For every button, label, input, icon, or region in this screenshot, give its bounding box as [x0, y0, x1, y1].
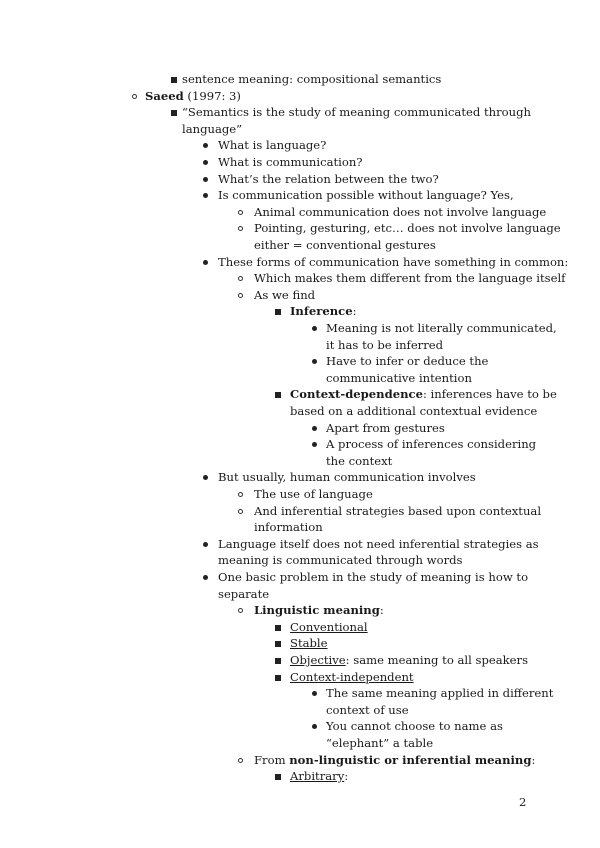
- dot-bullet-icon: [312, 724, 317, 729]
- square-bullet-icon: [275, 675, 281, 681]
- dot-bullet-icon: [203, 542, 208, 547]
- dot-bullet-icon: [203, 193, 208, 198]
- square-bullet-icon: [275, 392, 281, 398]
- dot-bullet-icon: [203, 177, 208, 182]
- dot-bullet-icon: [312, 426, 317, 431]
- ring-bullet-icon: [238, 492, 243, 497]
- dot-bullet-icon: [203, 260, 208, 265]
- ring-bullet-icon: [238, 210, 243, 215]
- square-bullet-icon: [275, 625, 281, 631]
- dot-bullet-icon: [203, 160, 208, 165]
- dot-bullet-icon: [203, 575, 208, 580]
- square-bullet-icon: [171, 77, 177, 83]
- square-bullet-icon: [171, 110, 177, 116]
- dot-bullet-icon: [203, 475, 208, 480]
- dot-bullet-icon: [312, 691, 317, 696]
- ring-bullet-icon: [238, 293, 243, 298]
- dot-bullet-icon: [312, 359, 317, 364]
- dot-bullet-icon: [203, 143, 208, 148]
- square-bullet-icon: [275, 774, 281, 780]
- ring-bullet-icon: [238, 509, 243, 514]
- ring-bullet-icon: [238, 226, 243, 231]
- page-number: 2: [519, 795, 527, 809]
- dot-bullet-icon: [312, 326, 317, 331]
- ring-bullet-icon: [238, 608, 243, 613]
- dot-bullet-icon: [312, 442, 317, 447]
- ring-bullet-icon: [238, 276, 243, 281]
- square-bullet-icon: [275, 309, 281, 315]
- square-bullet-icon: [275, 641, 281, 647]
- square-bullet-icon: [275, 658, 281, 664]
- ring-bullet-icon: [238, 758, 243, 763]
- ring-bullet-icon: [132, 94, 137, 99]
